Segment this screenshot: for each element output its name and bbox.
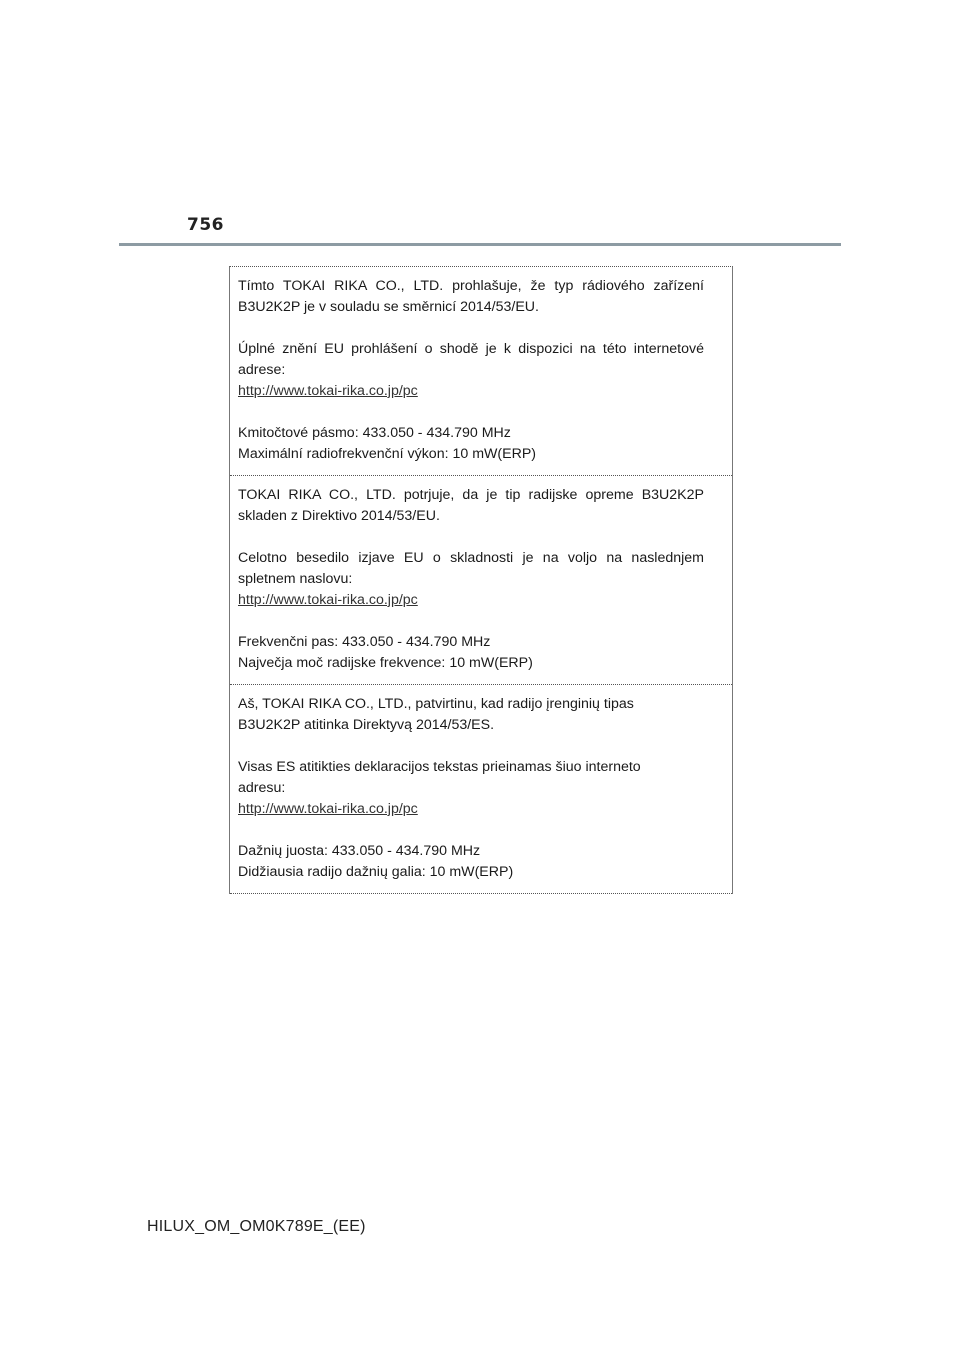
document-id: HILUX_OM_OM0K789E_(EE)	[147, 1218, 366, 1235]
page-number: 756	[187, 215, 224, 235]
availability-paragraph	[238, 548, 704, 611]
availability-paragraph	[238, 757, 704, 820]
frequency-band: Dažnių juosta: 433.050 - 434.790 MHz	[238, 843, 481, 859]
specs-paragraph	[238, 632, 704, 674]
declaration-text	[238, 694, 704, 736]
frequency-band: Kmitočtové pásmo: 433.050 - 434.790 MHz	[238, 425, 511, 441]
max-power: Maximální radiofrekvenční výkon: 10 mW(ERP)	[238, 446, 537, 462]
declaration-box	[229, 266, 733, 894]
availability-line: adresu:	[238, 780, 286, 796]
availability-line: Visas ES atitikties deklaracijos tekstas prieinamas šiuo interneto	[238, 759, 641, 775]
declaration-text: Tímto TOKAI RIKA CO., LTD. prohlašuje, že typ rádiového zařízení B3U2K2P je v souladu se směrnicí 2014/53/EU.	[238, 278, 704, 315]
availability-paragraph	[238, 339, 704, 402]
declaration-line: B3U2K2P atitinka Direktyvą 2014/53/ES.	[238, 717, 495, 733]
declaration-link[interactable]: http://www.tokai-rika.co.jp/pc	[238, 592, 418, 608]
availability-text: Úplné znění EU prohlášení o shodě je k dispozici na této internetové adrese:	[238, 341, 704, 378]
section-slovenian	[230, 476, 732, 685]
declaration-link[interactable]: http://www.tokai-rika.co.jp/pc	[238, 383, 418, 399]
max-power: Največja moč radijske frekvence: 10 mW(ERP)	[238, 655, 533, 671]
frequency-band: Frekvenčni pas: 433.050 - 434.790 MHz	[238, 634, 491, 650]
section-czech	[230, 267, 732, 476]
section-lithuanian	[230, 685, 732, 894]
max-power: Didžiausia radijo dažnių galia: 10 mW(ERP)	[238, 864, 514, 880]
header-rule	[119, 243, 841, 246]
availability-text: Celotno besedilo izjave EU o skladnosti je na voljo na naslednjem spletnem naslovu:	[238, 550, 704, 587]
declaration-text: TOKAI RIKA CO., LTD. potrjuje, da je tip radijske opreme B3U2K2P skladen z Direktivo 2014/53/EU.	[238, 487, 704, 524]
declaration-link[interactable]: http://www.tokai-rika.co.jp/pc	[238, 801, 418, 817]
specs-paragraph	[238, 841, 704, 883]
specs-paragraph	[238, 423, 704, 465]
declaration-line: Aš, TOKAI RIKA CO., LTD., patvirtinu, kad radijo įrenginių tipas	[238, 696, 634, 712]
